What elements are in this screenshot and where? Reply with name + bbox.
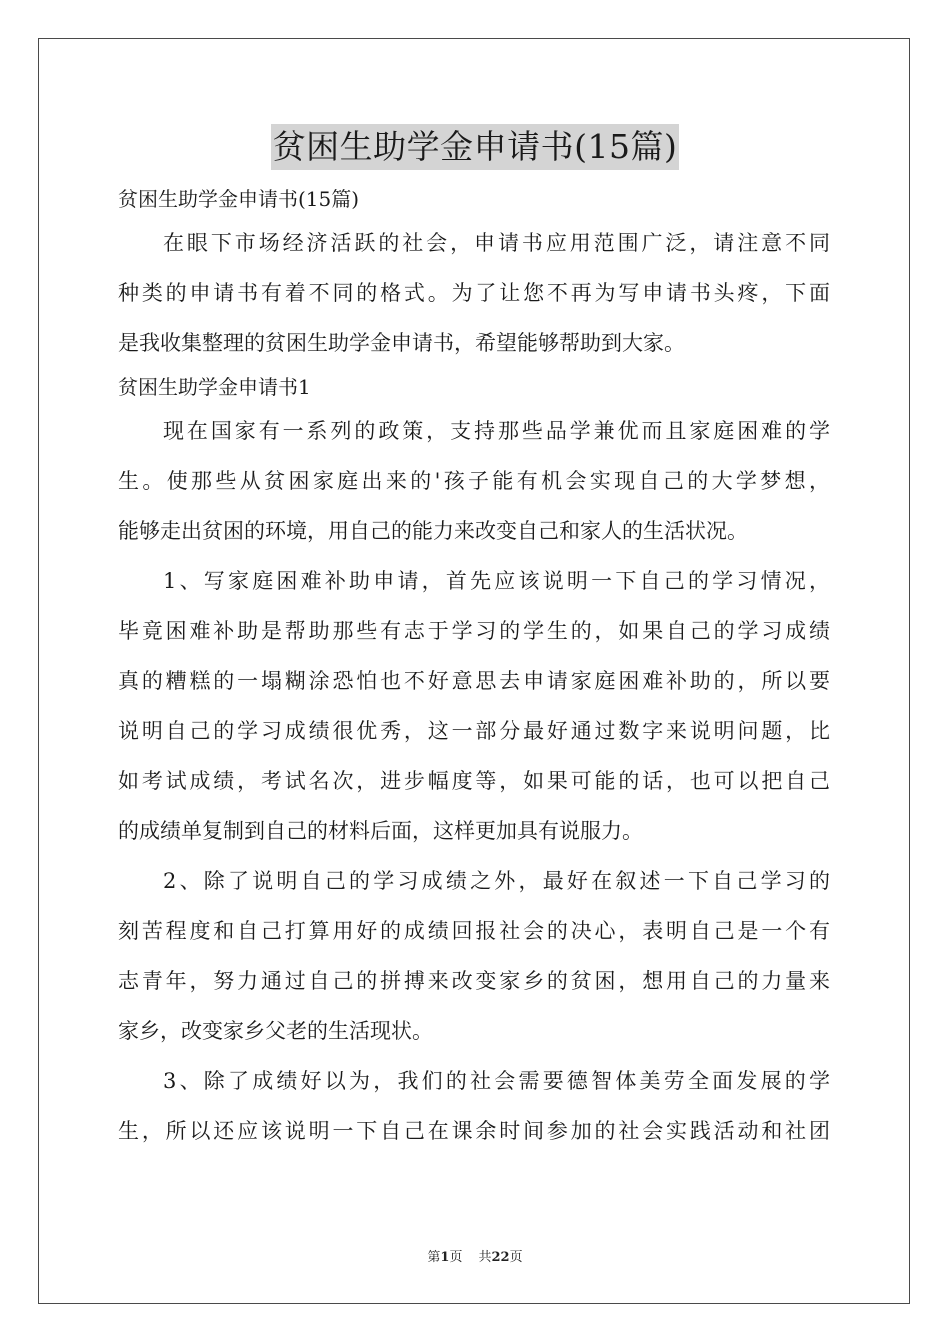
document-body — [118, 180, 830, 1156]
paragraph-line: 2、除了说明自己的学习成绩之外，最好在叙述一下自己学习的 — [163, 869, 830, 893]
title-area — [0, 124, 950, 170]
page-prefix: 第 — [427, 1250, 441, 1265]
total-prefix: 共 — [478, 1250, 492, 1265]
document-title: 贫困生助学金申请书(15篇) — [271, 124, 680, 170]
paragraph-line: 能够走出贫困的环境，用自己的能力来改变自己和家人的生活状况。 — [118, 519, 748, 543]
paragraph-line: 种类的申请书有着不同的格式。为了让您不再为写申请书头疼，下面 — [118, 281, 830, 305]
page-suffix: 页 — [449, 1250, 463, 1265]
total-suffix: 页 — [509, 1250, 523, 1265]
paragraph-line: 生。使那些从贫困家庭出来的'孩子能有机会实现自己的大学梦想， — [118, 469, 830, 493]
paragraph-line: 生，所以还应该说明一下自己在课余时间参加的社会实践活动和社团 — [118, 1119, 830, 1143]
paragraph-line: 家乡，改变家乡父老的生活现状。 — [118, 1019, 433, 1043]
paragraph-line: 毕竟困难补助是帮助那些有志于学习的学生的，如果自己的学习成绩 — [118, 619, 830, 643]
paragraph-line: 的成绩单复制到自己的材料后面，这样更加具有说服力。 — [118, 819, 643, 843]
intro-paragraph — [118, 218, 830, 368]
total-pages: 22 — [491, 1250, 510, 1265]
paragraph-line: 真的糟糕的一塌糊涂恐怕也不好意思去申请家庭困难补助的，所以要 — [118, 669, 830, 693]
document-subtitle: 贫困生助学金申请书(15篇) — [118, 187, 360, 211]
section-heading: 贫困生助学金申请书1 — [118, 375, 311, 399]
paragraph — [118, 1056, 830, 1156]
page-footer — [0, 1246, 950, 1265]
paragraph-line: 1、写家庭困难补助申请，首先应该说明一下自己的学习情况， — [163, 569, 830, 593]
paragraph-line: 如考试成绩，考试名次，进步幅度等，如果可能的话，也可以把自己 — [118, 769, 830, 793]
paragraph-line: 在眼下市场经济活跃的社会，申请书应用范围广泛，请注意不同 — [163, 231, 830, 255]
paragraph-line: 志青年，努力通过自己的拼搏来改变家乡的贫困，想用自己的力量来 — [118, 969, 830, 993]
paragraph — [118, 856, 830, 1056]
paragraph-line: 现在国家有一系列的政策，支持那些品学兼优而且家庭困难的学 — [163, 419, 830, 443]
paragraph-line: 3、除了成绩好以为，我们的社会需要德智体美劳全面发展的学 — [163, 1069, 830, 1093]
paragraph — [118, 406, 830, 556]
paragraph-line: 说明自己的学习成绩很优秀，这一部分最好通过数字来说明问题，比 — [118, 719, 830, 743]
paragraph-line: 是我收集整理的贫困生助学金申请书，希望能够帮助到大家。 — [118, 331, 685, 355]
paragraph — [118, 556, 830, 856]
paragraph-line: 刻苦程度和自己打算用好的成绩回报社会的决心，表明自己是一个有 — [118, 919, 830, 943]
page-number: 1 — [440, 1250, 450, 1265]
